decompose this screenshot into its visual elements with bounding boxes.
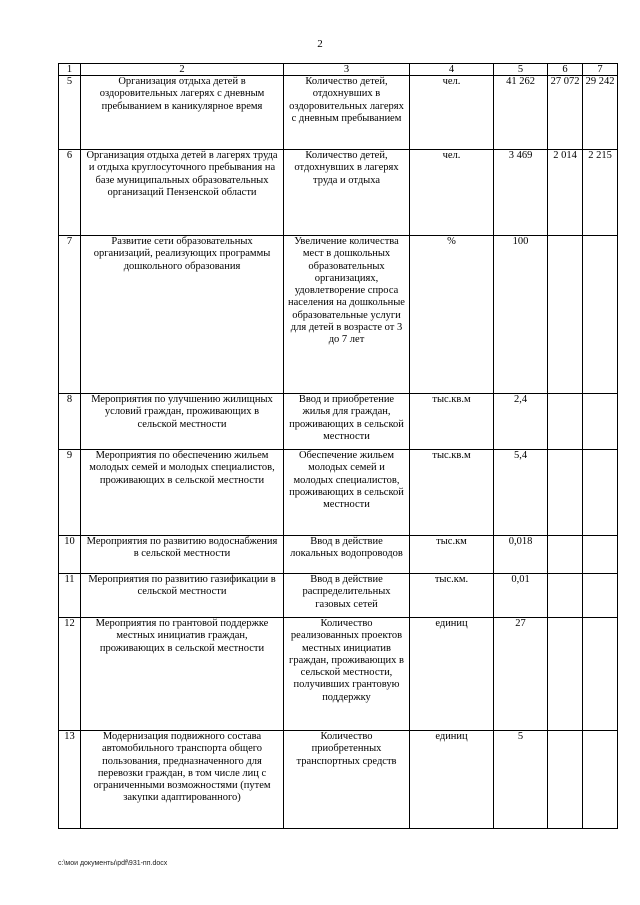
unit: тыс.кв.м [410, 450, 494, 536]
header-cell: 1 [59, 64, 81, 76]
value-col6 [548, 731, 583, 829]
table-row [59, 394, 618, 450]
indicator-name: Количество приобретенных транспортных средств [284, 731, 410, 829]
value-col7: 2 215 [583, 150, 618, 236]
indicator-name: Увеличение количества мест в дошкольных образовательных организациях, удовлетворение спроса населения на дошкольные образовательные услуги для детей в возрасте от 3 до 7 лет [284, 236, 410, 394]
row-number: 13 [59, 731, 81, 829]
value-col7 [583, 731, 618, 829]
value-col5: 0,018 [494, 536, 548, 574]
unit: тыс.км [410, 536, 494, 574]
activity-name: Мероприятия по грантовой поддержке местных инициатив граждан, проживающих в сельской местности [81, 618, 284, 731]
header-cell: 7 [583, 64, 618, 76]
indicator-name: Ввод в действие распределительных газовых сетей [284, 574, 410, 618]
indicator-name: Количество детей, отдохнувших в лагерях труда и отдыха [284, 150, 410, 236]
row-number: 11 [59, 574, 81, 618]
table-row [59, 236, 618, 394]
value-col7 [583, 450, 618, 536]
row-number: 6 [59, 150, 81, 236]
activity-name: Мероприятия по обеспечению жильем молодых семей и молодых специалистов, проживающих в сельской местности [81, 450, 284, 536]
activity-name: Организация отдыха детей в лагерях труда и отдыха круглосуточного пребывания на базе муниципальных образовательных организаций Пензенской области [81, 150, 284, 236]
value-col5: 100 [494, 236, 548, 394]
table-row [59, 618, 618, 731]
activity-name: Мероприятия по развитию газификации в сельской местности [81, 574, 284, 618]
value-col5: 5 [494, 731, 548, 829]
value-col5: 41 262 [494, 76, 548, 150]
value-col7: 29 242 [583, 76, 618, 150]
unit: чел. [410, 76, 494, 150]
indicator-name: Количество детей, отдохнувших в оздоровительных лагерях с дневным пребыванием [284, 76, 410, 150]
row-number: 7 [59, 236, 81, 394]
indicator-name: Ввод и приобретение жилья для граждан, проживающих в сельской местности [284, 394, 410, 450]
unit: тыс.км. [410, 574, 494, 618]
value-col7 [583, 536, 618, 574]
table-row [59, 76, 618, 150]
file-path-footer: c:\мои документы\pdf\931-пп.docx [58, 860, 168, 867]
value-col6: 2 014 [548, 150, 583, 236]
activity-name: Модернизация подвижного состава автомобильного транспорта общего пользования, предназначенного для перевозки граждан, в том числе лиц с ограниченными возможностями (путем закупки адаптированного) [81, 731, 284, 829]
indicator-name: Ввод в действие локальных водопроводов [284, 536, 410, 574]
activity-name: Мероприятия по улучшению жилищных условий граждан, проживающих в сельской местности [81, 394, 284, 450]
header-cell: 3 [284, 64, 410, 76]
header-cell: 2 [81, 64, 284, 76]
indicators-table [58, 63, 618, 829]
header-row [59, 64, 618, 76]
value-col5: 27 [494, 618, 548, 731]
page-number: 2 [317, 38, 323, 50]
value-col6 [548, 450, 583, 536]
header-cell: 6 [548, 64, 583, 76]
row-number: 12 [59, 618, 81, 731]
value-col5: 0,01 [494, 574, 548, 618]
value-col6 [548, 574, 583, 618]
header-cell: 4 [410, 64, 494, 76]
row-number: 9 [59, 450, 81, 536]
value-col6 [548, 536, 583, 574]
value-col5: 2,4 [494, 394, 548, 450]
table-row [59, 150, 618, 236]
table-row [59, 450, 618, 536]
activity-name: Организация отдыха детей в оздоровительных лагерях с дневным пребыванием в каникулярное время [81, 76, 284, 150]
value-col6: 27 072 [548, 76, 583, 150]
table-row [59, 731, 618, 829]
value-col5: 5,4 [494, 450, 548, 536]
unit: единиц [410, 618, 494, 731]
value-col6 [548, 394, 583, 450]
value-col7 [583, 394, 618, 450]
table-row [59, 536, 618, 574]
indicator-name: Количество реализованных проектов местных инициатив граждан, проживающих в сельской местности, получивших грантовую поддержку [284, 618, 410, 731]
value-col5: 3 469 [494, 150, 548, 236]
unit: чел. [410, 150, 494, 236]
unit: % [410, 236, 494, 394]
activity-name: Развитие сети образовательных организаций, реализующих программы дошкольного образования [81, 236, 284, 394]
row-number: 10 [59, 536, 81, 574]
value-col6 [548, 618, 583, 731]
row-number: 8 [59, 394, 81, 450]
header-cell: 5 [494, 64, 548, 76]
value-col7 [583, 574, 618, 618]
value-col7 [583, 236, 618, 394]
unit: единиц [410, 731, 494, 829]
value-col7 [583, 618, 618, 731]
table-row [59, 574, 618, 618]
indicator-name: Обеспечение жильем молодых семей и молодых специалистов, проживающих в сельской местности [284, 450, 410, 536]
row-number: 5 [59, 76, 81, 150]
activity-name: Мероприятия по развитию водоснабжения в сельской местности [81, 536, 284, 574]
value-col6 [548, 236, 583, 394]
unit: тыс.кв.м [410, 394, 494, 450]
